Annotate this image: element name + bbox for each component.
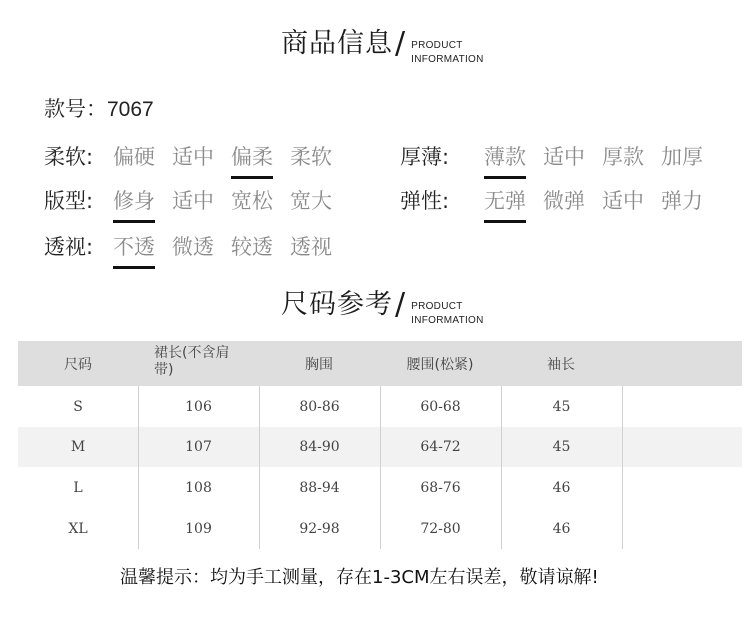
softness-option: 适中	[172, 145, 214, 169]
column-divider	[380, 386, 381, 549]
transparency-option: 较透	[231, 235, 273, 259]
table-cell: 46	[552, 479, 571, 496]
column-divider	[259, 386, 260, 549]
table-cell	[622, 386, 742, 427]
product-info-title-cn: 商品信息	[281, 28, 393, 59]
table-cell: 107	[185, 439, 212, 455]
fit-option: 适中	[172, 189, 214, 213]
table-cell: S	[73, 398, 83, 415]
table-cell	[622, 508, 742, 549]
transparency-option-selected: 不透	[113, 235, 155, 259]
table-cell: 88-94	[299, 479, 340, 496]
table-cell: 80-86	[299, 398, 340, 415]
style-number	[44, 93, 154, 123]
table-cell: 106	[185, 398, 212, 415]
thickness-label: 厚薄:	[400, 145, 450, 169]
fit-label: 版型:	[44, 189, 94, 213]
size-reference-title-en-line2: INFORMATION	[411, 315, 484, 326]
style-number-value: 7067	[107, 98, 154, 121]
transparency-option: 透视	[290, 235, 332, 259]
elasticity-option: 弹力	[661, 189, 703, 213]
header-cell-waist: 腰围(松紧)	[406, 356, 474, 373]
table-cell: 68-76	[420, 479, 461, 496]
table-cell: XL	[68, 520, 88, 537]
size-reference-title-cn: 尺码参考	[281, 289, 393, 320]
title-slash: /	[395, 287, 406, 322]
header-cell-bust: 胸围	[305, 356, 333, 373]
table-cell: 109	[185, 520, 212, 537]
table-cell: 45	[552, 439, 571, 455]
table-cell: 45	[552, 398, 571, 415]
table-cell: 64-72	[420, 439, 461, 455]
title-slash: /	[395, 26, 406, 61]
table-cell: 60-68	[420, 398, 461, 415]
column-divider	[622, 386, 623, 549]
transparency-label: 透视:	[44, 235, 94, 259]
product-info-title	[281, 27, 484, 67]
table-cell: 108	[185, 479, 212, 496]
thickness-option-selected: 薄款	[484, 145, 526, 169]
fit-option: 宽大	[290, 189, 332, 213]
elasticity-option: 适中	[602, 189, 644, 213]
softness-option: 偏硬	[113, 145, 155, 169]
fit-option-selected: 修身	[113, 189, 155, 213]
product-info-title-en-line2: INFORMATION	[411, 54, 484, 65]
fit-option: 宽松	[231, 189, 273, 213]
table-cell	[622, 467, 742, 508]
table-cell: 46	[552, 520, 571, 537]
table-cell: 92-98	[299, 520, 340, 537]
header-cell-size: 尺码	[64, 356, 92, 373]
measurement-tip: 温馨提示：均为手工测量，存在1-3CM左右误差，敬请谅解!	[120, 567, 599, 588]
table-cell: L	[73, 479, 83, 496]
softness-option: 柔软	[290, 145, 332, 169]
size-reference-title-en	[411, 300, 484, 328]
elasticity-option: 微弹	[543, 189, 585, 213]
header-cell-empty	[622, 341, 742, 386]
product-info-title-en	[411, 39, 484, 67]
elasticity-label: 弹性:	[400, 189, 450, 213]
transparency-option: 微透	[172, 235, 214, 259]
product-info-title-en-line1: PRODUCT	[411, 40, 463, 51]
thickness-option: 加厚	[661, 145, 703, 169]
size-reference-title	[281, 288, 484, 328]
style-number-label: 款号：	[44, 97, 107, 121]
header-cell-sleeve: 袖长	[547, 356, 575, 373]
table-cell	[622, 427, 742, 467]
column-divider	[501, 386, 502, 549]
table-cell: 84-90	[299, 439, 340, 455]
softness-option-selected: 偏柔	[231, 145, 273, 169]
table-cell: 72-80	[420, 520, 461, 537]
size-table	[18, 341, 742, 549]
size-reference-title-en-line1: PRODUCT	[411, 301, 463, 312]
table-cell: M	[70, 439, 86, 455]
thickness-option: 适中	[543, 145, 585, 169]
thickness-option: 厚款	[602, 145, 644, 169]
softness-label: 柔软:	[44, 145, 94, 169]
header-cell-length: 裙长(不含肩带)	[154, 345, 230, 378]
column-divider	[138, 386, 139, 549]
elasticity-option-selected: 无弹	[484, 189, 526, 213]
table-header-row	[18, 341, 742, 386]
